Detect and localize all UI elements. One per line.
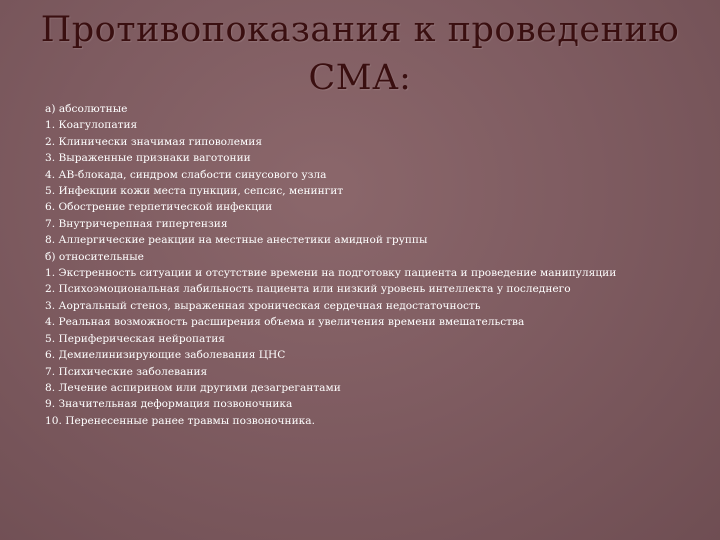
list-item: 4. Реальная возможность расширения объема и увеличения времени вмешательства xyxy=(45,316,525,329)
section-heading-relative: б) относительные xyxy=(45,250,144,263)
slide-title-line: Противопоказания к проведению xyxy=(40,10,680,50)
slide-body xyxy=(45,101,705,429)
list-item: 6. Обострение герпетической инфекции xyxy=(45,201,273,214)
list-item: 5. Периферическая нейропатия xyxy=(45,332,225,345)
list-item: 8. Аллергические реакции на местные анестетики амидной группы xyxy=(45,234,428,247)
list-item: 1. Экстренность ситуации и отсутствие времени на подготовку пациента и проведение манипуляции xyxy=(45,267,617,280)
list-item: 10. Перенесенные ранее травмы позвоночника. xyxy=(45,414,315,427)
list-item: 9. Значительная деформация позвоночника xyxy=(45,398,293,411)
list-item: 1. Коагулопатия xyxy=(45,119,138,132)
list-item: 7. Психические заболевания xyxy=(45,365,208,378)
list-item: 3. Выраженные признаки ваготонии xyxy=(45,152,251,165)
list-item: 2. Клинически значимая гиповолемия xyxy=(45,135,263,148)
list-item: 3. Аортальный стеноз, выраженная хроническая сердечная недостаточность xyxy=(45,299,481,312)
list-item: 8. Лечение аспирином или другими дезагрегантами xyxy=(45,381,341,394)
list-item: 4. АВ-блокада, синдром слабости синусового узла xyxy=(45,168,327,181)
list-item: 7. Внутричерепная гипертензия xyxy=(45,217,228,230)
list-item: 5. Инфекции кожи места пункции, сепсис, менингит xyxy=(45,185,344,198)
section-heading-absolute: а) абсолютные xyxy=(45,103,128,115)
list-item: 2. Психоэмоциональная лабильность пациента или низкий уровень интеллекта у последнего xyxy=(45,283,571,296)
slide-title-line: СМА: xyxy=(308,58,412,98)
slide-title xyxy=(20,6,700,102)
list-item: 6. Демиелинизирующие заболевания ЦНС xyxy=(45,349,286,362)
